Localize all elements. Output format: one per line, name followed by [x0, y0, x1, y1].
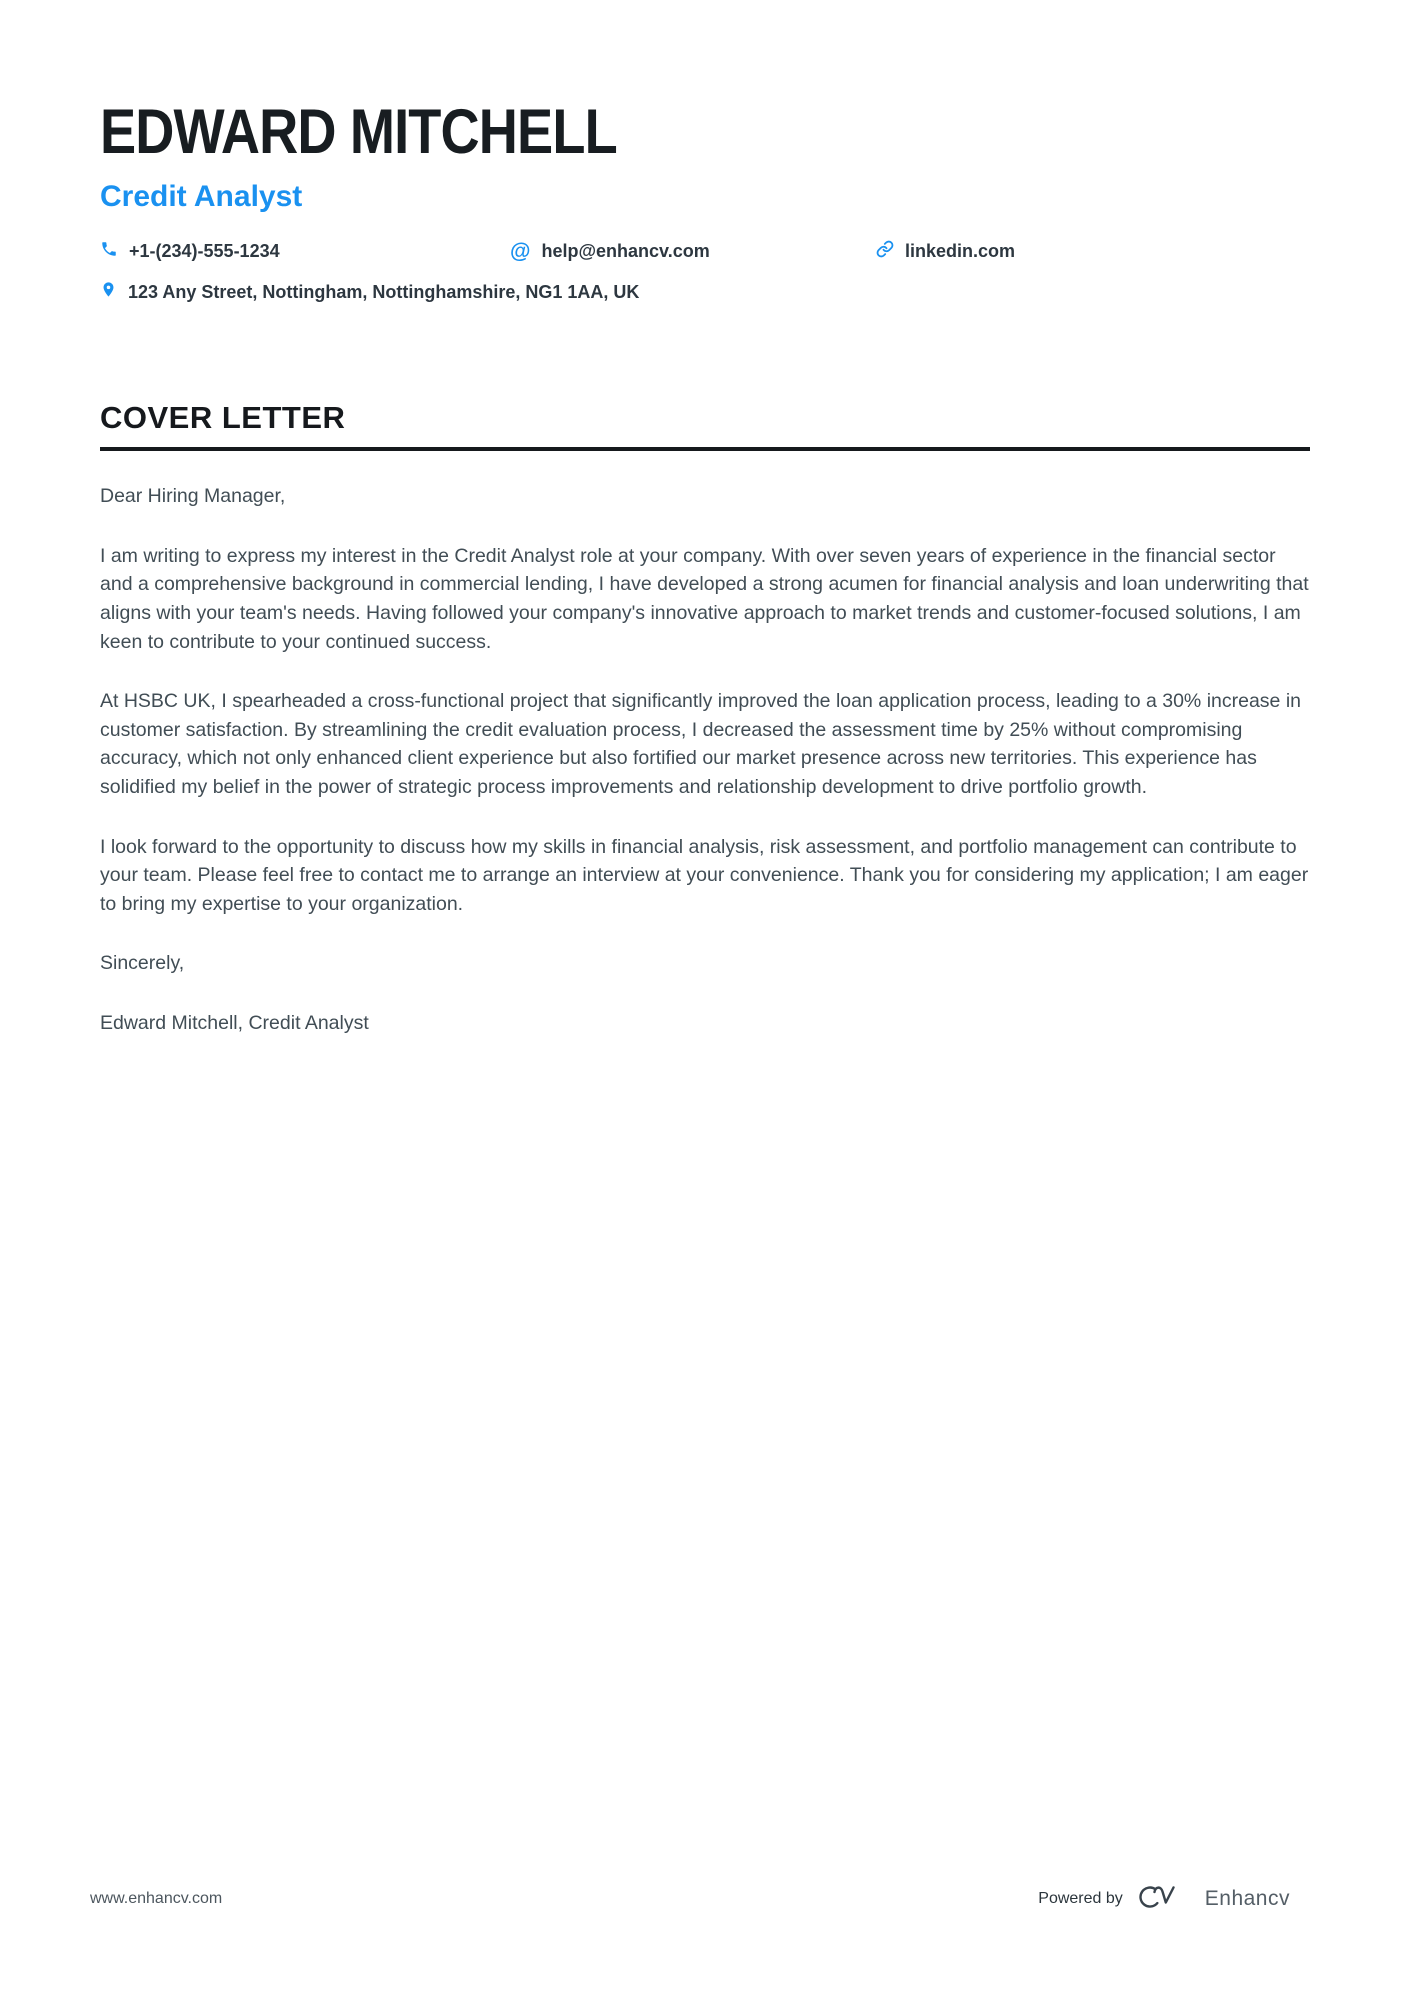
enhancv-brand-text: Enhancv [1204, 1886, 1290, 1910]
location-pin-icon [100, 280, 117, 304]
letter-paragraph: I am writing to express my interest in the Credit Analyst role at your company. With over seven years of experience in the financial sector and a comprehensive background in commercial lending, I have developed a strong acumen for financial analysis and loan underwriting that aligns with your team's needs. Having followed your company's innovative approach to market trends and customer-focused solutions, I am keen to contribute to your continued success. [100, 544, 1309, 653]
page-footer [90, 1882, 1290, 1915]
website-url[interactable]: www.enhancv.com [90, 1889, 223, 1907]
letter-paragraph: At HSBC UK, I spearheaded a cross-functional project that significantly improved the loan application process, leading to a 30% increase in customer satisfaction. By streamlining the credit evaluation process, I decreased the assessment time by 25% without compromising accuracy, which not only enhanced client experience but also fortified our market presence across new territories. This experience has solidified my belief in the power of strategic process improvements and relationship development to drive portfolio growth. [100, 690, 1301, 798]
header [100, 97, 1310, 304]
address-contact [100, 280, 639, 304]
job-title: Credit Analyst [100, 180, 303, 214]
closing: Sincerely, [100, 952, 185, 975]
link-icon [876, 240, 894, 263]
email-contact [510, 241, 876, 262]
powered-by-label: Powered by [1038, 1889, 1123, 1907]
section-heading: COVER LETTER [100, 400, 1310, 451]
contact-row-primary [100, 240, 1310, 263]
salutation: Dear Hiring Manager, [100, 485, 286, 508]
contact-row-secondary [100, 280, 1310, 304]
person-name: EDWARD MITCHELL [100, 97, 617, 167]
phone-number[interactable]: +1-(234)-555-1234 [129, 241, 280, 262]
email-address[interactable]: help@enhancv.com [541, 241, 710, 262]
signature: Edward Mitchell, Credit Analyst [100, 1011, 369, 1034]
linkedin-url[interactable]: linkedin.com [905, 241, 1016, 262]
phone-contact [100, 240, 510, 263]
linkedin-contact [876, 240, 1015, 263]
powered-by-enhancv[interactable] [1038, 1882, 1290, 1915]
address-text: 123 Any Street, Nottingham, Nottinghamshire, NG1 1AA, UK [128, 281, 640, 302]
cover-letter-section [100, 400, 1310, 1037]
at-icon: @ [510, 240, 531, 264]
letter-paragraph: I look forward to the opportunity to discuss how my skills in financial analysis, risk assessment, and portfolio management can contribute to your team. Please feel free to contact me to arrange an interview at your convenience. Thank you for considering my application; I am eager to bring my expertise to your organization. [100, 835, 1309, 915]
phone-icon [100, 240, 118, 263]
enhancv-logo-icon [1138, 1882, 1190, 1915]
